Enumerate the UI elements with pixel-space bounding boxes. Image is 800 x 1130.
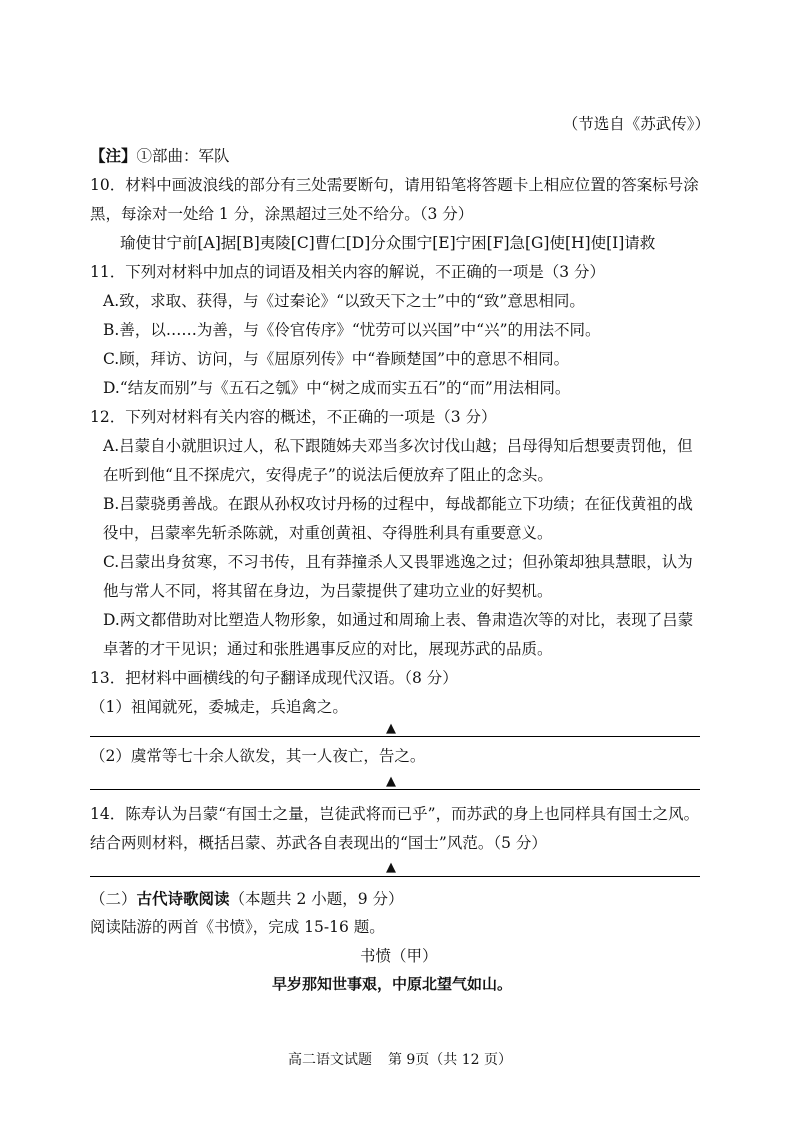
poem-title: 书愤（甲） (360, 947, 438, 965)
page-footer (0, 1049, 800, 1069)
q12-option-b-line2: 役中，吕蒙率先斩杀陈就，对重创黄祖、夺得胜利具有重要意义。 (103, 524, 553, 542)
q11-option-d: D.“结友而别”与《五石之瓠》中“树之成而实五石”的“而”用法相同。 (103, 379, 571, 397)
section2-heading-suffix: （本题共 2 小题，9 分） (229, 890, 404, 908)
notes-label: 【注】 (90, 146, 137, 165)
notes (90, 145, 230, 167)
section2-intro: 阅读陆游的两首《书愤》，完成 15-16 题。 (90, 918, 385, 936)
q14-line1: 14．陈寿认为吕蒙“有国士之量，岂徒武将而已乎”，而苏武的身上也同样具有国士之风。 (90, 805, 700, 823)
q12-option-a-line1: A.吕蒙自小就胆识过人，私下跟随姊夫邓当多次讨伐山越；吕母得知后想要责罚他，但 (103, 437, 693, 455)
footer-page: 第 9页（共 12 页） (387, 1052, 513, 1068)
answer-line-q13-2[interactable] (90, 789, 700, 790)
q11-option-b: B.善，以……为善，与《伶官传序》“忧劳可以兴国”中“兴”的用法不同。 (103, 321, 601, 339)
q13-stem: 13．把材料中画横线的句子翻译成现代汉语。（8 分） (90, 669, 458, 687)
answer-mark-q13-1: ▲ (386, 721, 396, 736)
q11-option-c: C.顾，拜访、访问，与《屈原列传》中“眷顾楚国”中的意思不相同。 (103, 350, 570, 368)
q12-option-d-line2: 卓著的才干见识；通过和张胜遇事反应的对比，展现苏武的品质。 (103, 640, 553, 658)
q14-line2: 结合两则材料，概括吕蒙、苏武各自表现出的“国士”风范。（5 分） (90, 834, 547, 852)
section2-heading (90, 888, 404, 910)
answer-mark-q13-2: ▲ (386, 774, 396, 789)
section2-heading-prefix: （二） (90, 890, 137, 908)
q12-option-b-line1: B.吕蒙骁勇善战。在跟从孙权攻讨丹杨的过程中，每战都能立下功绩；在征伐黄祖的战 (103, 495, 693, 513)
answer-mark-q14: ▲ (386, 860, 396, 875)
section2-heading-title: 古代诗歌阅读 (136, 889, 230, 908)
poem-line-1: 早岁那知世事艰，中原北望气如山。 (272, 975, 513, 993)
q10-sentence: 瑜使甘宁前[A]据[B]夷陵[C]曹仁[D]分众围宁[E]宁困[F]急[G]使[H]使[I]请救 (120, 234, 656, 252)
q10-line1: 10．材料中画波浪线的部分有三处需要断句，请用铅笔将答题卡上相应位置的答案标号涂 (90, 176, 699, 194)
q11-option-a: A.致，求取、获得，与《过秦论》“以致天下之士”中的“致”意思相同。 (103, 292, 585, 310)
q12-option-c-line1: C.吕蒙出身贫寒，不习书传，且有莽撞杀人又畏罪逃逸之过；但孙策却独具慧眼，认为 (103, 553, 693, 571)
notes-text: ①部曲：军队 (136, 147, 230, 165)
q12-option-c-line2: 他与常人不同，将其留在身边，为吕蒙提供了建功立业的好契机。 (103, 582, 553, 600)
footer-title: 高二语文试题 (287, 1052, 372, 1068)
q10-line2: 黑，每涂对一处给 1 分，涂黑超过三处不给分。（3 分） (90, 205, 474, 223)
q13-sentence-1: （1）祖闻就死，委城走，兵追禽之。 (90, 698, 348, 716)
q12-option-a-line2: 在听到他“且不探虎穴，安得虎子”的说法后便放弃了阻止的念头。 (103, 466, 553, 484)
answer-line-q14[interactable] (90, 876, 700, 877)
q12-option-d-line1: D.两文都借助对比塑造人物形象，如通过和周瑜上表、鲁肃造次等的对比，表现了吕蒙 (103, 611, 694, 629)
answer-line-q13-1[interactable] (90, 736, 700, 737)
source-note: （节选自《苏武传》） (562, 115, 710, 133)
q13-sentence-2: （2）虞常等七十余人欲发，其一人夜亡，告之。 (90, 747, 426, 765)
q11-stem: 11．下列对材料中加点的词语及相关内容的解说，不正确的一项是（3 分） (90, 263, 606, 281)
q12-stem: 12．下列对材料有关内容的概述，不正确的一项是（3 分） (90, 408, 497, 426)
